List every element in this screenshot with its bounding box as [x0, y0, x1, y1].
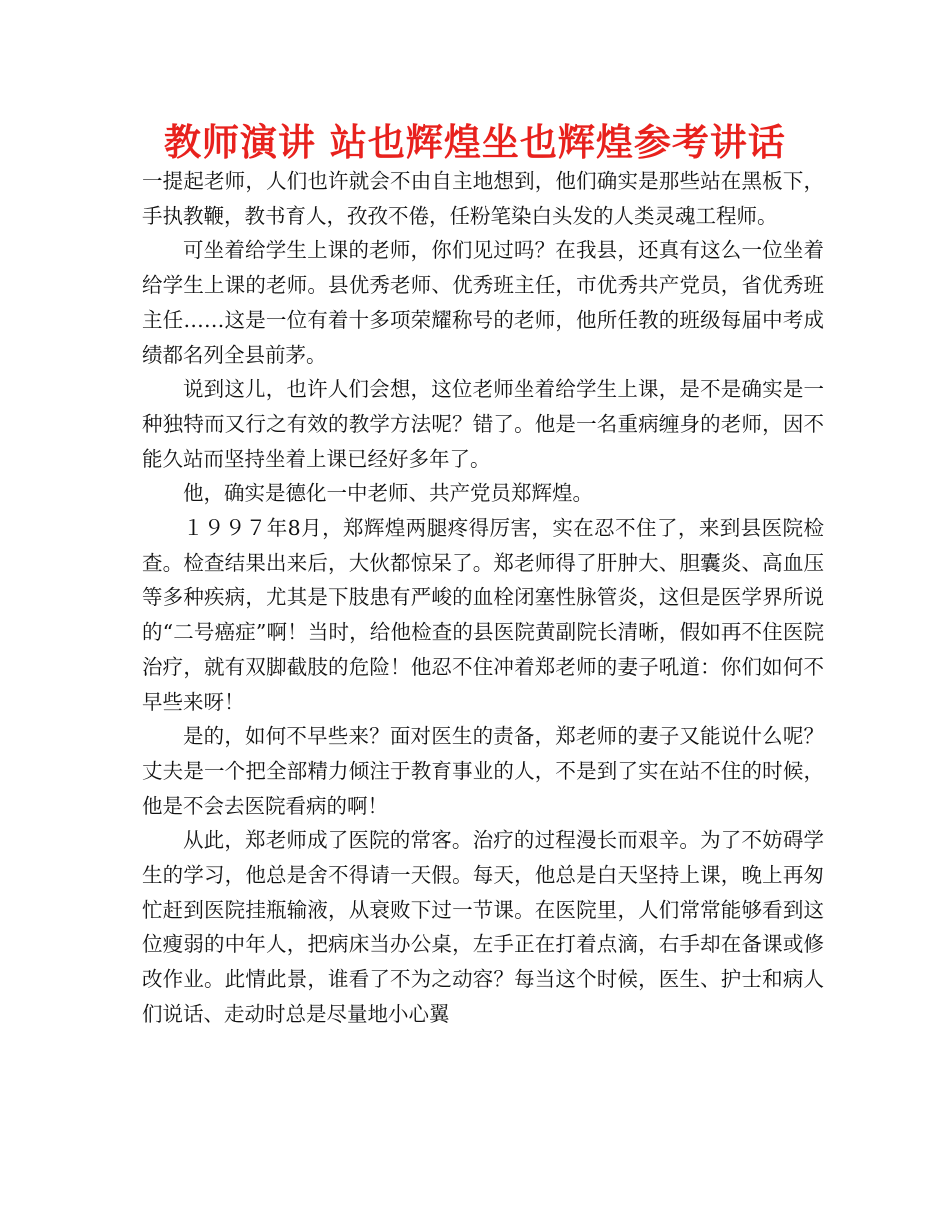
- paragraph-1: 一提起老师，人们也许就会不由自主地想到，他们确实是那些站在黑板下，手执教鞭，教书育人，孜孜不倦，任粉笔染白头发的人类灵魂工程师。: [142, 169, 824, 228]
- page-title: 教师演讲 站也辉煌坐也辉煌参考讲话: [164, 121, 786, 164]
- paragraph-7: 从此，郑老师成了医院的常客。治疗的过程漫长而艰辛。为了不妨碍学生的学习，他总是舍不得请一天假。每天，他总是白天坚持上课，晚上再匆忙赶到医院挂瓶输液，从衰败下过一节课。在医院里，人们常常能够看到这位瘦弱的中年人，把病床当办公桌，左手正在打着点滴，右手却在备课或修改作业。此情此景，谁看了不为之动容？每当这个时候，医生、护士和病人们说话、走动时总是尽量地小心翼: [142, 828, 824, 1026]
- paragraph-2: 可坐着给学生上课的老师，你们见过吗？在我县，还真有这么一位坐着给学生上课的老师。县优秀老师、优秀班主任，市优秀共产党员，省优秀班主任……这是一位有着十多项荣耀称号的老师，他所任教的班级每届中考成绩都名列全县前茅。: [142, 238, 824, 367]
- paragraph-4: 他，确实是德化一中老师、共产党员郑辉煌。: [183, 481, 593, 506]
- paragraph-3: 说到这儿，也许人们会想，这位老师坐着给学生上课，是不是确实是一种独特而又行之有效的教学方法呢？错了。他是一名重病缠身的老师，因不能久站而坚持坐着上课已经好多年了。: [142, 377, 824, 471]
- paragraph-5: １９９７年8月，郑辉煌两腿疼得厉害，实在忍不住了，来到县医院检查。检查结果出来后，大伙都惊呆了。郑老师得了肝肿大、胆囊炎、高血压等多种疾病，尤其是下肢患有严峻的血栓闭塞性脉管炎，这但是医学界所说的“二号癌症”啊！当时，给他检查的县医院黄副院长清晰，假如再不住医院治疗，就有双脚截肢的危险！他忍不住冲着郑老师的妻子吼道：你们如何不早些来呀！: [142, 516, 824, 714]
- document-body: [142, 164, 824, 1032]
- paragraph-6: 是的，如何不早些来？面对医生的责备，郑老师的妻子又能说什么呢？丈夫是一个把全部精力倾注于教育事业的人，不是到了实在站不住的时候，他是不会去医院看病的啊！: [142, 724, 824, 818]
